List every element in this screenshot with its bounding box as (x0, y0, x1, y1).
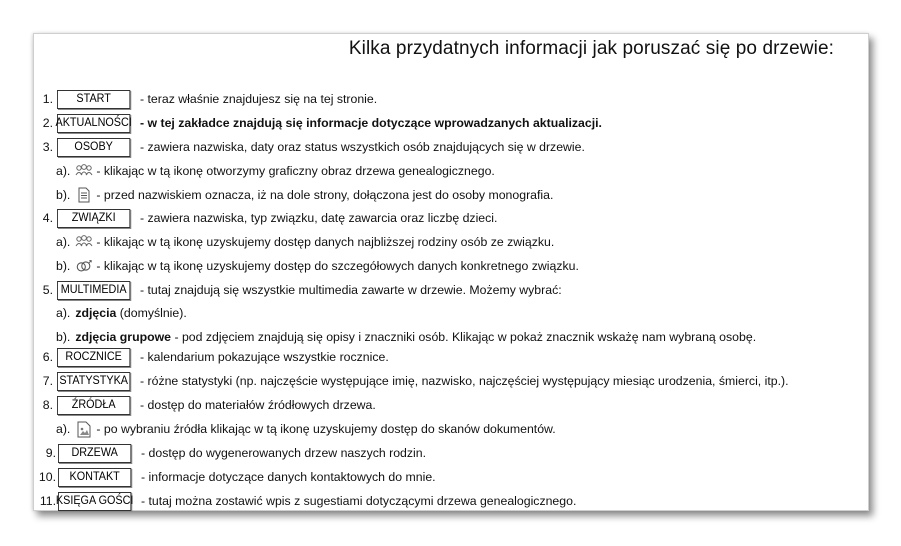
item-number: 11. (39, 494, 56, 508)
sub-item-description: - klikając w tą ikonę otworzymy graficzny obraz drzewa genealogicznego. (96, 164, 495, 178)
family-tree-icon[interactable] (75, 233, 93, 251)
item-description: - dostęp do wygenerowanych drzew naszych rodzin. (141, 446, 427, 460)
sub-item-label: a). (56, 235, 71, 249)
sub-item-multimedia-a (34, 303, 868, 323)
multimedia-button[interactable]: MULTIMEDIA (57, 281, 130, 300)
sub-item-label: a). (56, 422, 71, 436)
item-number: 9. (45, 446, 56, 460)
sub-item-description: - klikając w tą ikonę uzyskujemy dostęp danych najbliższej rodziny osób ze związku. (96, 235, 555, 249)
item-number: 5. (42, 283, 53, 297)
sub-item-multimedia-b (34, 327, 868, 347)
item-description: - tutaj można zostawić wpis z sugestiami dotyczącymi drzewa genealogicznego. (141, 494, 577, 508)
drzewa-button[interactable]: DRZEWA (58, 444, 131, 463)
list-item-ksiega-gosci (34, 491, 868, 511)
list-item-drzewa (34, 443, 868, 463)
item-number: 3. (42, 140, 53, 154)
info-panel (33, 33, 869, 511)
sub-item-description: (domyślnie). (119, 306, 187, 320)
sub-item-osoby-a (34, 161, 868, 181)
rocznice-button[interactable]: ROCZNICE (57, 348, 130, 367)
item-number: 8. (42, 398, 53, 412)
item-number: 6. (42, 350, 53, 364)
item-description: - teraz właśnie znajdujesz się na tej stronie. (140, 92, 378, 106)
item-description: - kalendarium pokazujące wszystkie rocznice. (140, 350, 389, 364)
page-title: Kilka przydatnych informacji jak poruszać się po drzewie: (348, 38, 834, 59)
list-item-aktualnosci (34, 113, 868, 133)
list-item-statystyka (34, 371, 868, 391)
marriage-rings-icon[interactable] (75, 257, 93, 275)
item-number: 1. (42, 92, 53, 106)
sub-item-description: - pod zdjęciem znajdują się opisy i znaczniki osób. Klikając w pokaż znacznik wskażę nam wybraną osobę. (174, 330, 757, 344)
zwiazki-button[interactable]: ZWIĄZKI (57, 209, 130, 228)
item-description: - różne statystyki (np. najczęście występujące imię, nazwisko, najczęściej występujący miesiąc urodzenia, śmierci, itp.). (140, 374, 789, 388)
zrodla-button[interactable]: ŹRÓDŁA (57, 396, 130, 415)
list-item-osoby (34, 137, 868, 157)
document-icon (75, 186, 93, 204)
list-item-start (34, 89, 868, 109)
family-tree-icon[interactable] (75, 162, 93, 180)
sub-item-strong: zdjęcia grupowe (75, 330, 172, 344)
item-description: - informacje dotyczące danych kontaktowych do mnie. (141, 470, 436, 484)
sub-item-description: - klikając w tą ikonę uzyskujemy dostęp do szczegółowych danych konkretnego związku. (96, 259, 579, 273)
sub-item-osoby-b (34, 185, 868, 205)
sub-item-label: b). (56, 188, 71, 202)
item-description: - zawiera nazwiska, daty oraz status wszystkich osób znajdujących się w drzewie. (140, 140, 585, 154)
aktualnosci-button[interactable]: AKTUALNOŚCI (57, 114, 130, 133)
sub-item-label: b). (56, 259, 71, 273)
statystyka-button[interactable]: STATYSTYKA (57, 372, 130, 391)
item-description: - dostęp do materiałów źródłowych drzewa. (140, 398, 376, 412)
item-number: 7. (42, 374, 53, 388)
item-number: 10. (38, 470, 56, 484)
sub-item-description: - przed nazwiskiem oznacza, iż na dole strony, dołączona jest do osoby monografia. (96, 188, 554, 202)
sub-item-zwiazki-b (34, 256, 868, 276)
item-description: - w tej zakładce znajdują się informacje dotyczące wprowadzanych aktualizacji. (140, 116, 602, 130)
sub-item-zrodla-a (34, 419, 868, 439)
list-item-zwiazki (34, 208, 868, 228)
sub-item-label: b). (56, 330, 71, 344)
scan-document-icon[interactable] (75, 420, 93, 438)
osoby-button[interactable]: OSOBY (57, 138, 130, 157)
item-description: - tutaj znajdują się wszystkie multimedia zawarte w drzewie. Możemy wybrać: (140, 283, 562, 297)
item-number: 2. (42, 116, 53, 130)
sub-item-strong: zdjęcia (75, 306, 117, 320)
list-item-rocznice (34, 347, 868, 367)
list-item-multimedia (34, 280, 868, 300)
item-description: - zawiera nazwiska, typ związku, datę zawarcia oraz liczbę dzieci. (140, 211, 498, 225)
kontakt-button[interactable]: KONTAKT (58, 468, 131, 487)
sub-item-label: a). (56, 306, 71, 320)
start-button[interactable]: START (57, 90, 130, 109)
list-item-zrodla (34, 395, 868, 415)
item-number: 4. (42, 211, 53, 225)
ksiega-gosci-button[interactable]: KSIĘGA GOŚCI (58, 492, 131, 511)
sub-item-zwiazki-a (34, 232, 868, 252)
sub-item-description: - po wybraniu źródła klikając w tą ikonę uzyskujemy dostęp do skanów dokumentów. (96, 422, 556, 436)
sub-item-label: a). (56, 164, 71, 178)
list-item-kontakt (34, 467, 868, 487)
